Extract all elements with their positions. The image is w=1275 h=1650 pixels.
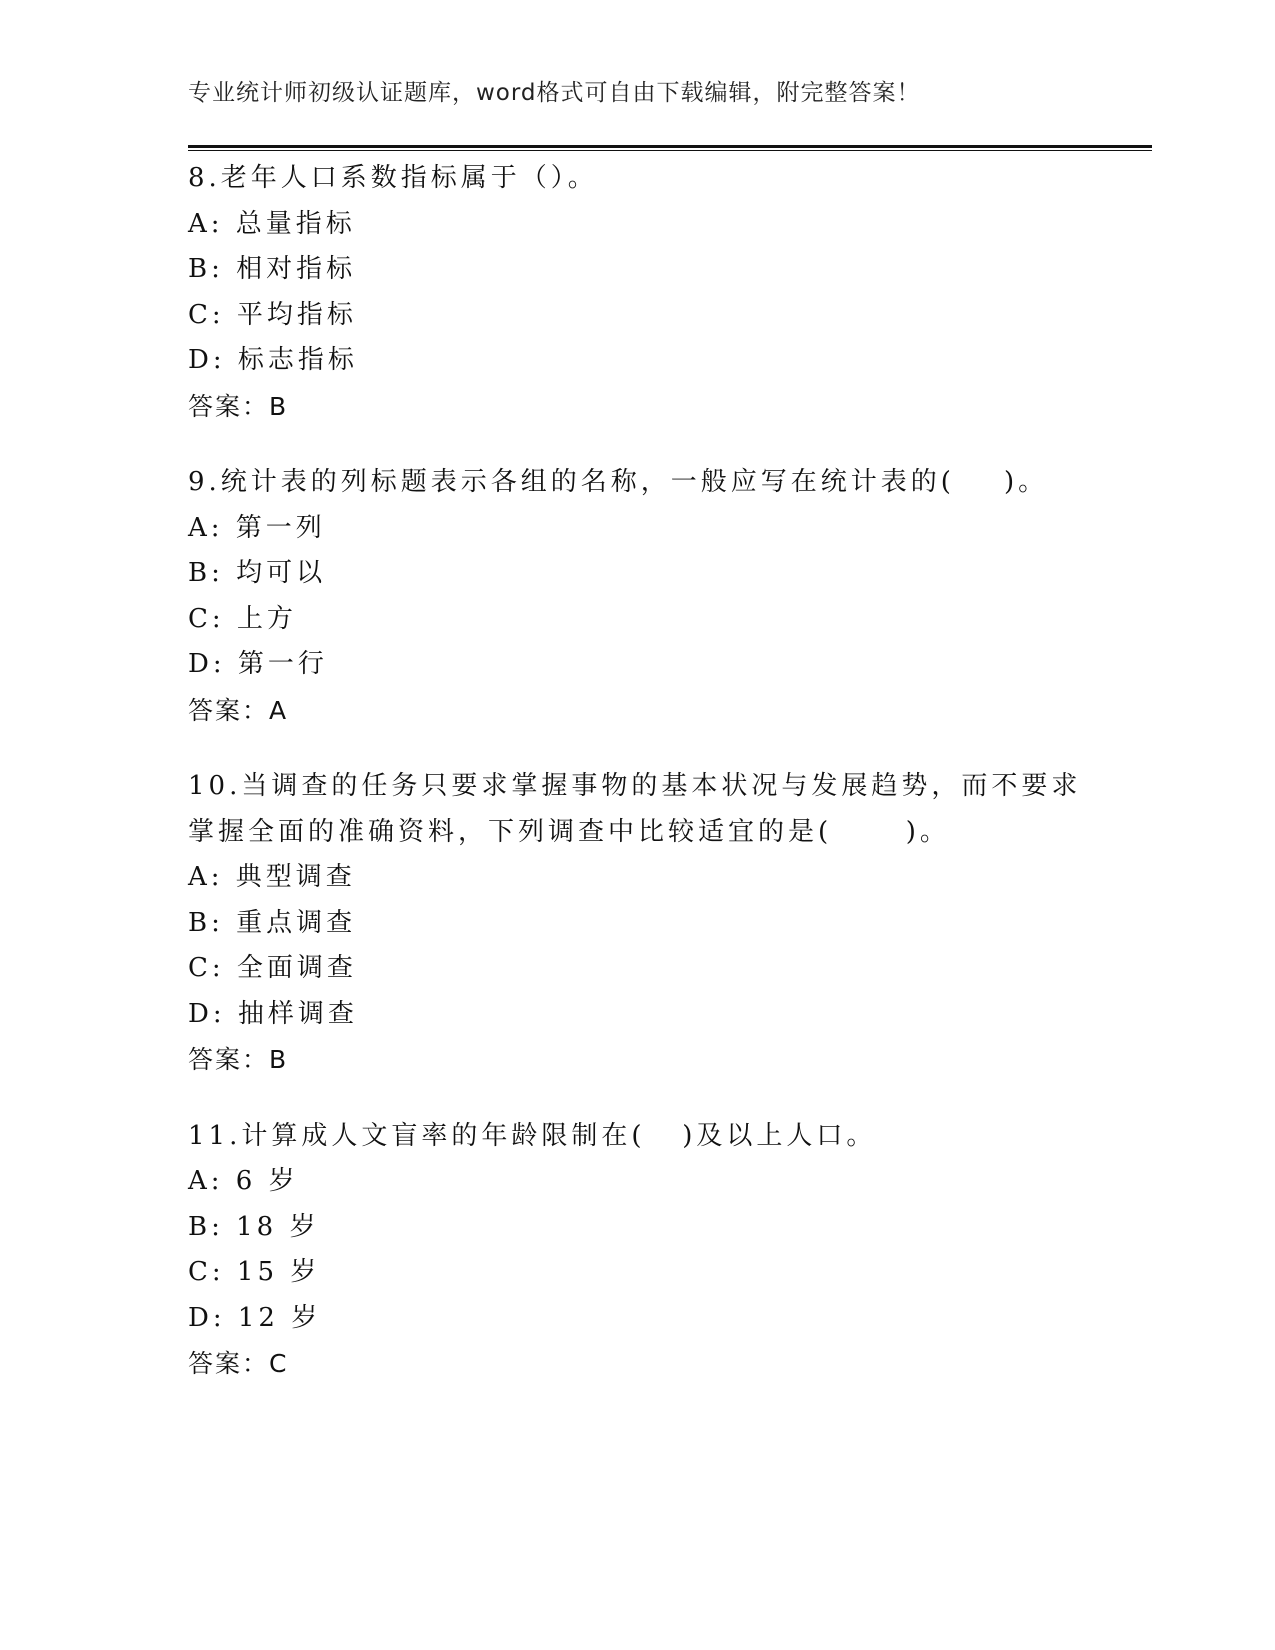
- question-10: [188, 764, 1088, 1083]
- question-list: [188, 156, 1088, 1418]
- document-header: 专业统计师初级认证题库，word格式可自由下载编辑，附完整答案！: [188, 80, 921, 106]
- option-d: D: 第一行: [188, 649, 328, 679]
- question-11: [188, 1114, 1088, 1387]
- option-c: C: 上方: [188, 603, 297, 634]
- option-c: C: 全面调查: [188, 953, 357, 983]
- question-stem: 8.老年人口系数指标属于（）。: [188, 163, 598, 193]
- question-stem: 10.当调查的任务只要求掌握事物的基本状况与发展趋势，而不要求掌握全面的准确资料，下列调查中比较适宜的是( )。: [188, 771, 1082, 847]
- option-a: A: 6 岁: [188, 1166, 299, 1196]
- option-d: D: 12 岁: [188, 1302, 322, 1333]
- header-rule-thin: [188, 150, 1152, 151]
- question-stem: 11.计算成人文盲率的年龄限制在( )及以上人口。: [188, 1120, 877, 1151]
- answer-text: 答案：A: [188, 695, 289, 725]
- option-b: B: 相对指标: [188, 254, 357, 284]
- option-a: A: 总量指标: [188, 208, 356, 239]
- question-stem: 9.统计表的列标题表示各组的名称，一般应写在统计表的( )。: [188, 467, 1049, 497]
- answer-text: 答案：B: [188, 391, 289, 421]
- option-a: A: 典型调查: [188, 862, 356, 892]
- question-9: [188, 460, 1088, 733]
- header-rule-thick: [188, 145, 1152, 148]
- option-a: A: 第一列: [188, 512, 326, 543]
- option-d: D: 标志指标: [188, 345, 358, 375]
- question-8: [188, 156, 1088, 429]
- option-d: D: 抽样调查: [188, 998, 358, 1029]
- option-c: C: 15 岁: [188, 1257, 321, 1287]
- answer-text: 答案：B: [188, 1045, 289, 1074]
- option-b: B: 重点调查: [188, 907, 357, 938]
- option-b: B: 均可以: [188, 558, 327, 588]
- option-b: B: 18 岁: [188, 1211, 320, 1242]
- option-c: C: 平均指标: [188, 299, 357, 330]
- answer-text: 答案：C: [188, 1349, 289, 1378]
